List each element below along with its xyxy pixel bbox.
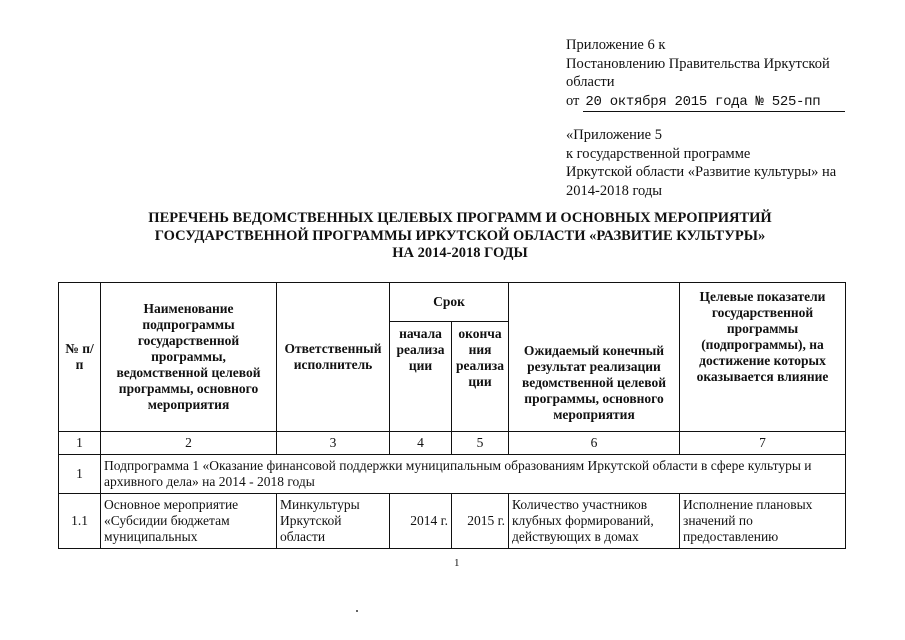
- header-indicators: Целевые показатели государственной программы (подпрограммы), на достижение которых оказывается влияние: [680, 283, 846, 432]
- annex-previous-line-3: Иркутской области «Развитие культуры» на: [566, 164, 837, 180]
- header-term: Срок: [390, 283, 509, 322]
- annex-previous-block: [566, 126, 866, 200]
- annex-previous-line-1: «Приложение 5: [566, 127, 662, 143]
- annex-previous-line-2: к государственной программе: [566, 145, 751, 162]
- col-number: 2: [101, 432, 277, 455]
- page-number: 1: [454, 557, 460, 569]
- header-row-1: [59, 283, 846, 322]
- scan-speck: [356, 610, 358, 612]
- programs-table: [58, 282, 846, 549]
- header-end: оконча ния реализа ции: [452, 322, 509, 432]
- col-number: 7: [680, 432, 846, 455]
- row-name: Основное мероприятие «Субсидии бюджетам муниципальных: [101, 494, 277, 549]
- annex-previous-line-4: 2014-2018 годы: [566, 182, 662, 199]
- title-line-2: ГОСУДАРСТВЕННОЙ ПРОГРАММЫ ИРКУТСКОЙ ОБЛАСТИ «РАЗВИТИЕ КУЛЬТУРЫ»: [154, 227, 766, 244]
- header-name: Наименование подпрограммы государственной программы, ведомственной целевой программы, основного мероприятия: [101, 283, 277, 432]
- table-row: [59, 494, 846, 549]
- subprogram-num: 1: [59, 455, 101, 494]
- header-start: начала реализа ции: [390, 322, 452, 432]
- row-start: 2014 г.: [390, 494, 452, 549]
- subprogram-title: Подпрограмма 1 «Оказание финансовой поддержки муниципальным образованиям Иркутской области в сфере культуры и архивного дела» на 2014 - 2018 годы: [101, 455, 846, 494]
- row-result: Количество участников клубных формирований, действующих в домах: [509, 494, 680, 549]
- annex-block: [566, 36, 866, 112]
- row-num: 1.1: [59, 494, 101, 549]
- title-line-1: ПЕРЕЧЕНЬ ВЕДОМСТВЕННЫХ ЦЕЛЕВЫХ ПРОГРАММ И ОСНОВНЫХ МЕРОПРИЯТИЙ: [148, 210, 772, 226]
- subprogram-row: [59, 455, 846, 494]
- col-number: 3: [277, 432, 390, 455]
- decree-date-number: 20 октября 2015 года № 525-пп: [583, 93, 845, 113]
- col-number: 4: [390, 432, 452, 455]
- column-number-row: [59, 432, 846, 455]
- header-result: Ожидаемый конечный результат реализации ведомственной целевой программы, основного мероприятия: [509, 283, 680, 432]
- row-end: 2015 г.: [452, 494, 509, 549]
- annex-line-2: Постановлению Правительства Иркутской: [566, 55, 830, 72]
- row-executor: Минкультуры Иркутской области: [277, 494, 390, 549]
- col-number: 5: [452, 432, 509, 455]
- annex-line-1: Приложение 6 к: [566, 37, 666, 53]
- document-title: [100, 210, 820, 263]
- col-number: 1: [59, 432, 101, 455]
- decree-line: [566, 92, 866, 113]
- decree-prefix: от: [566, 92, 580, 109]
- header-executor: Ответственный исполнитель: [277, 283, 390, 432]
- title-line-3: НА 2014-2018 ГОДЫ: [392, 245, 528, 261]
- row-indicators: Исполнение плановых значений по предоставлению: [680, 494, 846, 549]
- header-num: № п/п: [59, 283, 101, 432]
- annex-line-3: области: [566, 74, 615, 90]
- col-number: 6: [509, 432, 680, 455]
